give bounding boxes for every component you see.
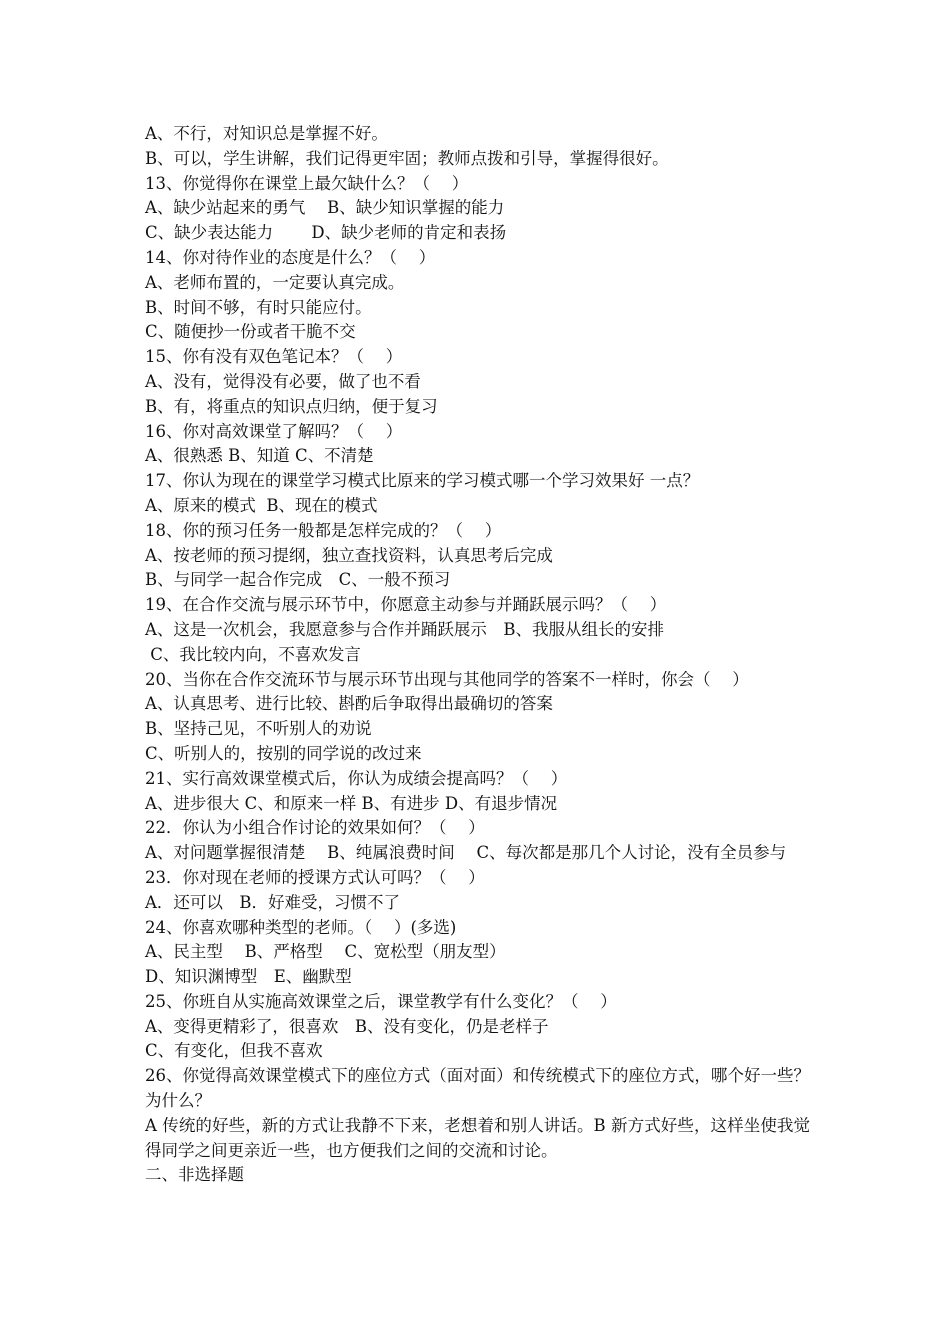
- option-line: C、有变化，但我不喜欢: [145, 1041, 323, 1061]
- option-line: A、老师布置的，一定要认真完成。: [145, 272, 405, 292]
- question-16: 16、你对高效课堂了解吗？（ ）: [145, 421, 403, 441]
- question-22: 22．你认为小组合作讨论的效果如何？（ ）: [145, 818, 485, 838]
- option-line: A、进步很大 C、和原来一样 B、有进步 D、有退步情况: [145, 793, 558, 813]
- option-line: B、可以，学生讲解，我们记得更牢固；教师点拨和引导，掌握得很好。: [145, 148, 669, 168]
- option-line: A、不行，对知识总是掌握不好。: [145, 124, 388, 143]
- option-line: A、认真思考、进行比较、斟酌后争取得出最确切的答案: [145, 694, 553, 714]
- question-24: 24、你喜欢哪种类型的老师。（ ）(多选): [145, 917, 457, 937]
- question-21: 21、实行高效课堂模式后，你认为成绩会提高吗？（ ）: [145, 768, 568, 788]
- answer-paragraph: A 传统的好些，新的方式让我静不下来，老想着和别人讲话。B 新方式好些，这样坐使我觉得同学之间更亲近一些，也方便我们之间的交流和讨论。: [145, 1115, 810, 1160]
- option-line: A、这是一次机会，我愿意参与合作并踊跃展示 B、我服从组长的安排: [145, 619, 665, 639]
- option-line: B、坚持己见，不听别人的劝说: [145, 719, 372, 739]
- question-20: 20、当你在合作交流环节与展示环节出现与其他同学的答案不一样时，你会（ ）: [145, 669, 749, 689]
- question-19: 19、在合作交流与展示环节中，你愿意主动参与并踊跃展示吗？（ ）: [145, 595, 667, 615]
- question-15: 15、你有没有双色笔记本？（ ）: [145, 347, 403, 367]
- option-line: D、知识渊博型 E、幽默型: [145, 967, 352, 987]
- option-paragraph: A、对问题掌握很清楚 B、纯属浪费时间 C、每次都是那几个人讨论，没有全员参与: [145, 843, 787, 863]
- option-line: C、听别人的，按别的同学说的改过来: [145, 743, 422, 763]
- question-14: 14、你对待作业的态度是什么？（ ）: [145, 247, 436, 267]
- option-line: A、很熟悉 B、知道 C、不清楚: [145, 446, 374, 466]
- option-line: B、与同学一起合作完成 C、一般不预习: [145, 570, 451, 590]
- option-line: C、我比较内向，不喜欢发言: [145, 644, 361, 664]
- option-line: B、有，将重点的知识点归纳，便于复习: [145, 396, 438, 416]
- option-line: A、变得更精彩了，很喜欢 B、没有变化，仍是老样子: [145, 1016, 549, 1036]
- question-25: 25、你班自从实施高效课堂之后，课堂教学有什么变化？（ ）: [145, 991, 617, 1011]
- option-line: C、缺少表达能力 D、缺少老师的肯定和表扬: [145, 223, 507, 243]
- section-heading: 二、非选择题: [145, 1165, 244, 1185]
- option-line: C、随便抄一份或者干脆不交: [145, 322, 356, 342]
- question-13: 13、你觉得你在课堂上最欠缺什么？（ ）: [145, 173, 469, 193]
- option-line: A、按老师的预习提纲，独立查找资料，认真思考后完成: [145, 545, 553, 565]
- question-26: 26、你觉得高效课堂模式下的座位方式（面对面）和传统模式下的座位方式，哪个好一些？为什么？: [145, 1066, 810, 1111]
- option-line: A、民主型 B、严格型 C、宽松型（朋友型）: [145, 942, 506, 962]
- document-body: [145, 122, 810, 1188]
- option-line: A、缺少站起来的勇气 B、缺少知识掌握的能力: [145, 198, 505, 218]
- option-line: A、没有，觉得没有必要，做了也不看: [145, 371, 421, 391]
- option-line: A、原来的模式 B、现在的模式: [145, 495, 378, 515]
- question-23: 23．你对现在老师的授课方式认可吗？（ ）: [145, 867, 485, 887]
- option-line: B、时间不够，有时只能应付。: [145, 297, 372, 317]
- question-18: 18、你的预习任务一般都是怎样完成的？（ ）: [145, 520, 502, 540]
- question-17: 17、你认为现在的课堂学习模式比原来的学习模式哪一个学习效果好 一点？: [145, 471, 700, 491]
- option-line: A．还可以 B．好难受，习惯不了: [145, 892, 401, 912]
